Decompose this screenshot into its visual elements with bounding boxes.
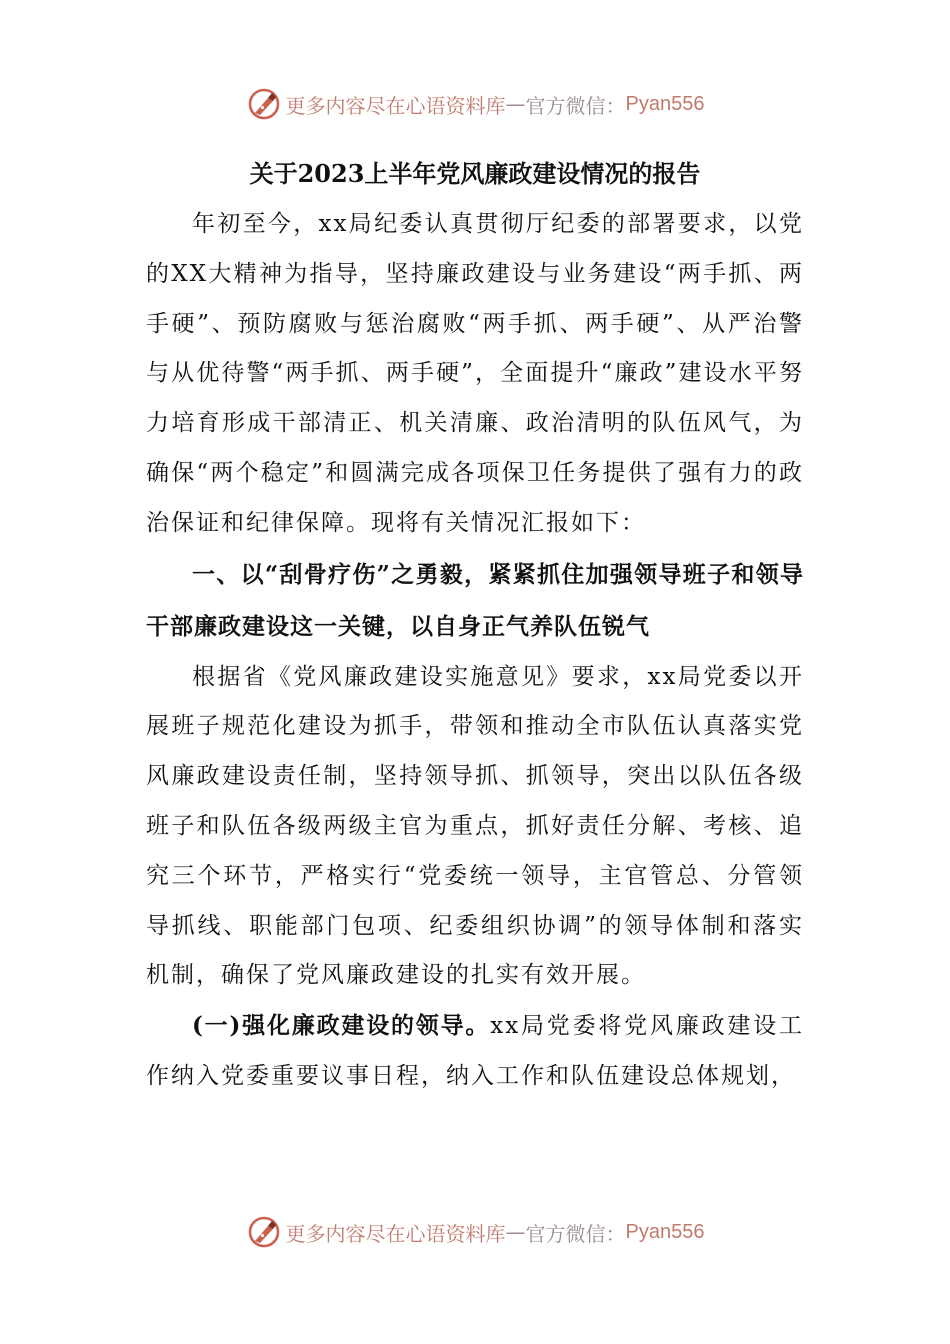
pen-nib-logo-icon	[246, 86, 282, 122]
watermark-main-text: 更多内容尽在心语资料库	[285, 1221, 506, 1246]
subsection-lead: (一)强化廉政建设的领导。	[192, 1012, 491, 1040]
watermark-dash: —	[505, 92, 526, 116]
document-title: 关于2023上半年党风廉政建设情况的报告	[249, 159, 701, 188]
subsection-text: xx局党委将党风廉政建设工作纳入党委重要议事日程，纳入工作和队伍建设总体规划，	[146, 1013, 804, 1089]
pen-nib-logo-icon	[246, 1214, 282, 1250]
paragraph-intro: 年初至今，xx局纪委认真贯彻厅纪委的部署要求，以党的XX大精神为指导，坚持廉政建设与业务建设“两手抓、两手硬”、预防腐败与惩治腐败“两手抓、两手硬”、从严治警与从优待警“两手抓、两手硬”，全面提升“廉政”建设水平努力培育形成干部清正、机关清廉、政治清明的队伍风气，为确保“两个稳定”和圆满完成各项保卫任务提供了强有力的政治保证和纪律保障。现将有关情况汇报如下：	[146, 211, 804, 536]
watermark-id-text: Pyan556	[625, 92, 705, 115]
watermark-dash: —	[505, 1220, 526, 1244]
watermark-main-text: 更多内容尽在心语资料库	[285, 93, 506, 118]
paragraph-subsection-1	[146, 1001, 804, 1102]
section-heading-1: 一、以“刮骨疗伤”之勇毅，紧紧抓住加强领导班子和领导干部廉政建设这一关键，以自身正气养队伍锐气	[146, 560, 804, 640]
watermark-footer	[0, 1212, 950, 1252]
watermark-sub-text: 官方微信：	[525, 1221, 626, 1246]
watermark-id-text: Pyan556	[625, 1220, 705, 1243]
document-body	[146, 148, 804, 1102]
watermark-sub-text: 官方微信：	[525, 93, 626, 118]
watermark-header	[0, 84, 950, 124]
paragraph-section-1: 根据省《党风廉政建设实施意见》要求，xx局党委以开展班子规范化建设为抓手，带领和推动全市队伍认真落实党风廉政建设责任制，坚持领导抓、抓领导，突出以队伍各级班子和队伍各级两级主官为重点，抓好责任分解、考核、追究三个环节，严格实行“党委统一领导，主官管总、分管领导抓线、职能部门包项、纪委组织协调”的领导体制和落实机制，确保了党风廉政建设的扎实有效开展。	[146, 663, 804, 989]
